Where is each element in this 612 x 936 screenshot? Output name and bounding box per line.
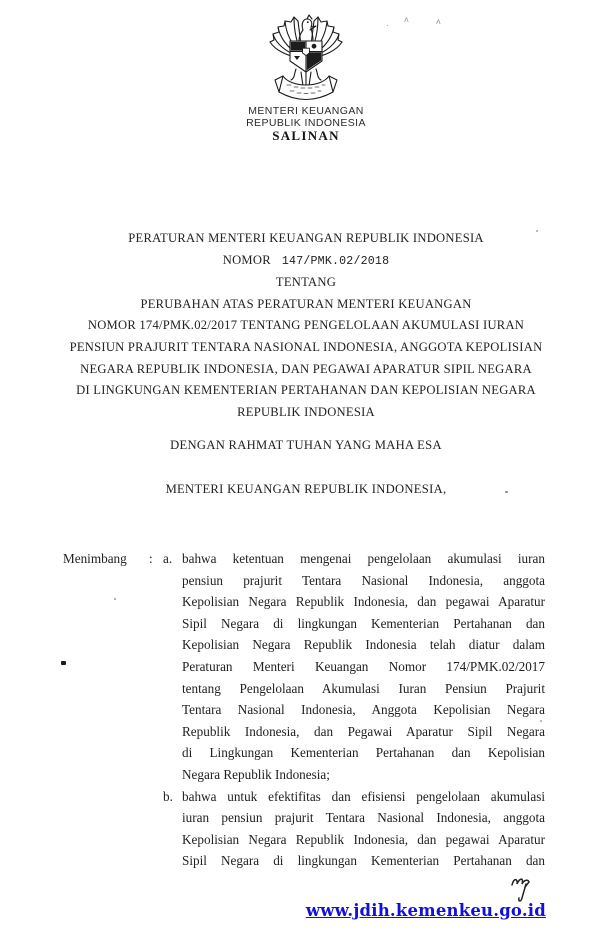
considerations-items [63, 548, 545, 872]
garuda-pancasila-emblem-icon [266, 13, 346, 105]
scan-speck [61, 661, 66, 665]
title-line: DI LINGKUNGAN KEMENTERIAN PERTAHANAN DAN KEPOLISIAN NEGARA [76, 383, 536, 398]
title-line: PENSIUN PRAJURIT TENTARA NASIONAL INDONESIA, ANGGOTA KEPOLISIAN [69, 339, 543, 354]
nomor-label: NOMOR [222, 252, 271, 267]
body-line: pensiun prajurit Tentara Nasional Indonesia, anggota [182, 572, 545, 588]
title-line: PERATURAN MENTERI KEUANGAN REPUBLIK INDONESIA [128, 231, 484, 245]
scan-speck [536, 230, 538, 232]
considerations-separator: : [149, 551, 153, 566]
scan-mark: ʌ [404, 15, 409, 24]
title-tentang: TENTANG [275, 275, 337, 290]
invocation-line: DENGAN RAHMAT TUHAN YANG MAHA ESA [170, 438, 442, 452]
item-marker: a. [163, 551, 173, 566]
body-line: Kepolisian Negara Republik Indonesia, dan pegawai Aparatur [182, 831, 545, 847]
considerations-label: Menimbang [63, 551, 127, 566]
body-line: Kepolisian Negara Republik Indonesia telah diatur dalam [182, 637, 545, 653]
scan-mark: ʌ [436, 17, 441, 26]
ministry-name-line1: MENTERI KEUANGAN [248, 105, 364, 117]
body-line: Republik Indonesia, dan Pegawai Aparatur Sipil Negara [182, 723, 545, 739]
authority-line: MENTERI KEUANGAN REPUBLIK INDONESIA, [165, 482, 447, 496]
title-line: PERUBAHAN ATAS PERATURAN MENTERI KEUANGAN [140, 296, 472, 311]
body-line: iuran pensiun prajurit Tentara Nasional Indonesia, anggota [182, 810, 545, 826]
title-line: REPUBLIK INDONESIA [237, 404, 375, 419]
body-line: Tentara Nasional Indonesia, Anggota Kepolisian Negara [182, 702, 545, 718]
title-subject-lines [30, 294, 582, 424]
copy-stamp-label: SALINAN [272, 128, 340, 143]
consideration-item [63, 548, 545, 786]
body-line: Peraturan Menteri Keuangan Nomor 174/PMK.02/2017 [182, 658, 545, 674]
consideration-item [63, 786, 545, 872]
nomor-value: 147/PMK.02/2018 [281, 254, 390, 268]
item-marker: b. [163, 788, 173, 804]
body-line: tentang Pengelolaan Akumulasi Iuran Pensiun Prajurit [182, 680, 545, 696]
regulation-title-block [30, 228, 582, 423]
body-line: Kepolisian Negara Republik Indonesia, dan pegawai Aparatur [182, 594, 545, 610]
body-line: bahwa untuk efektifitas dan efisiensi pengelolaan akumulasi [182, 788, 545, 804]
scan-speck [540, 720, 542, 722]
body-line: Sipil Negara di lingkungan Kementerian Pertahanan dan [182, 615, 545, 631]
scan-mark: . [386, 19, 389, 28]
ministry-name-line2: REPUBLIK INDONESIA [246, 117, 366, 129]
scan-speck [114, 598, 116, 600]
body-line: bahwa ketentuan mengenai pengelolaan akumulasi iuran [182, 551, 545, 566]
title-line: NEGARA REPUBLIK INDONESIA, DAN PEGAWAI APARATUR SIPIL NEGARA [80, 361, 532, 376]
considerations-section [63, 548, 545, 872]
jdih-footer-link[interactable]: www.jdih.kemenkeu.go.id [305, 901, 546, 920]
body-line: di Lingkungan Kementerian Pertahanan dan Kepolisian [182, 745, 545, 761]
title-nomor-line [30, 250, 582, 273]
ministry-header [0, 105, 612, 143]
body-line: Negara Republik Indonesia; [182, 766, 330, 782]
body-line: Sipil Negara di lingkungan Kementerian Pertahanan dan [182, 853, 545, 869]
title-line: NOMOR 174/PMK.02/2017 TENTANG PENGELOLAAN AKUMULASI IURAN [87, 318, 525, 333]
scan-speck [505, 491, 508, 493]
